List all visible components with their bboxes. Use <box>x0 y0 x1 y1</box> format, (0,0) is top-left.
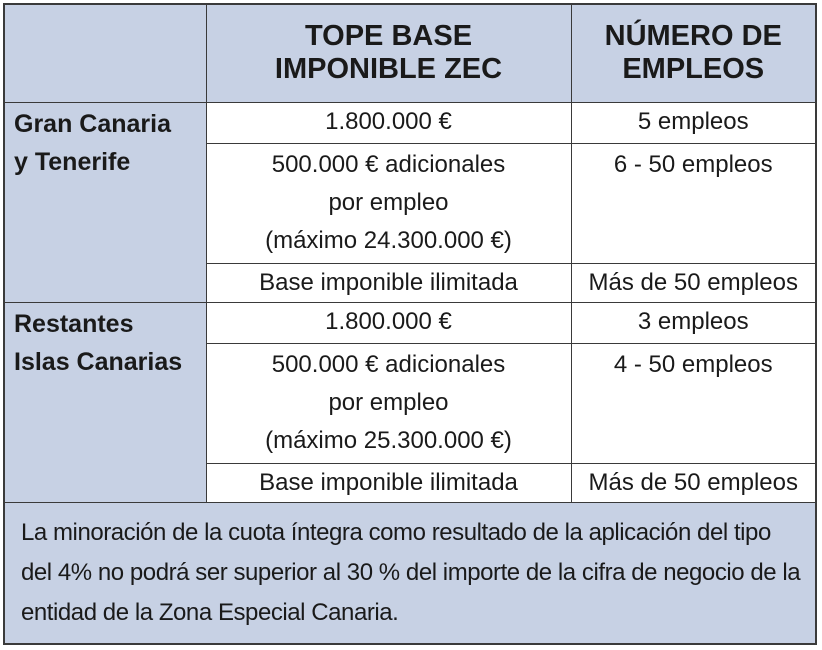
header-empty-cell <box>5 5 206 102</box>
employees-cell: Más de 50 empleos <box>571 263 815 302</box>
base-cell: 1.800.000 € <box>206 302 571 343</box>
employees-cell: Más de 50 empleos <box>571 463 815 502</box>
table-row <box>5 102 815 143</box>
header-numero-empleos: NÚMERO DE EMPLEOS <box>571 5 815 102</box>
footnote-text: La minoración de la cuota íntegra como resultado de la aplicación del tipo del 4% no podrá ser superior al 30 % del importe de la cifra de negocio de la entidad de la Zona Especial Canaria. <box>21 519 801 626</box>
employees-cell: 5 empleos <box>571 102 815 143</box>
base-cell: Base imponible ilimitada <box>206 463 571 502</box>
base-cell: 500.000 € adicionales por empleo (máximo 24.300.000 €) <box>206 143 571 263</box>
zec-info-box <box>3 3 817 645</box>
employees-cell: 6 - 50 empleos <box>571 143 815 263</box>
base-cell: 500.000 € adicionales por empleo (máximo 25.300.000 €) <box>206 343 571 463</box>
employees-cell: 3 empleos <box>571 302 815 343</box>
base-cell: 1.800.000 € <box>206 102 571 143</box>
employees-cell: 4 - 50 empleos <box>571 343 815 463</box>
region-restantes-islas-canarias: Restantes Islas Canarias <box>5 302 206 502</box>
region-gran-canaria-tenerife: Gran Canaria y Tenerife <box>5 102 206 302</box>
zec-limits-table <box>5 5 815 503</box>
table-row <box>5 302 815 343</box>
header-tope-base: TOPE BASE IMPONIBLE ZEC <box>206 5 571 102</box>
base-cell: Base imponible ilimitada <box>206 263 571 302</box>
table-header-row <box>5 5 815 102</box>
